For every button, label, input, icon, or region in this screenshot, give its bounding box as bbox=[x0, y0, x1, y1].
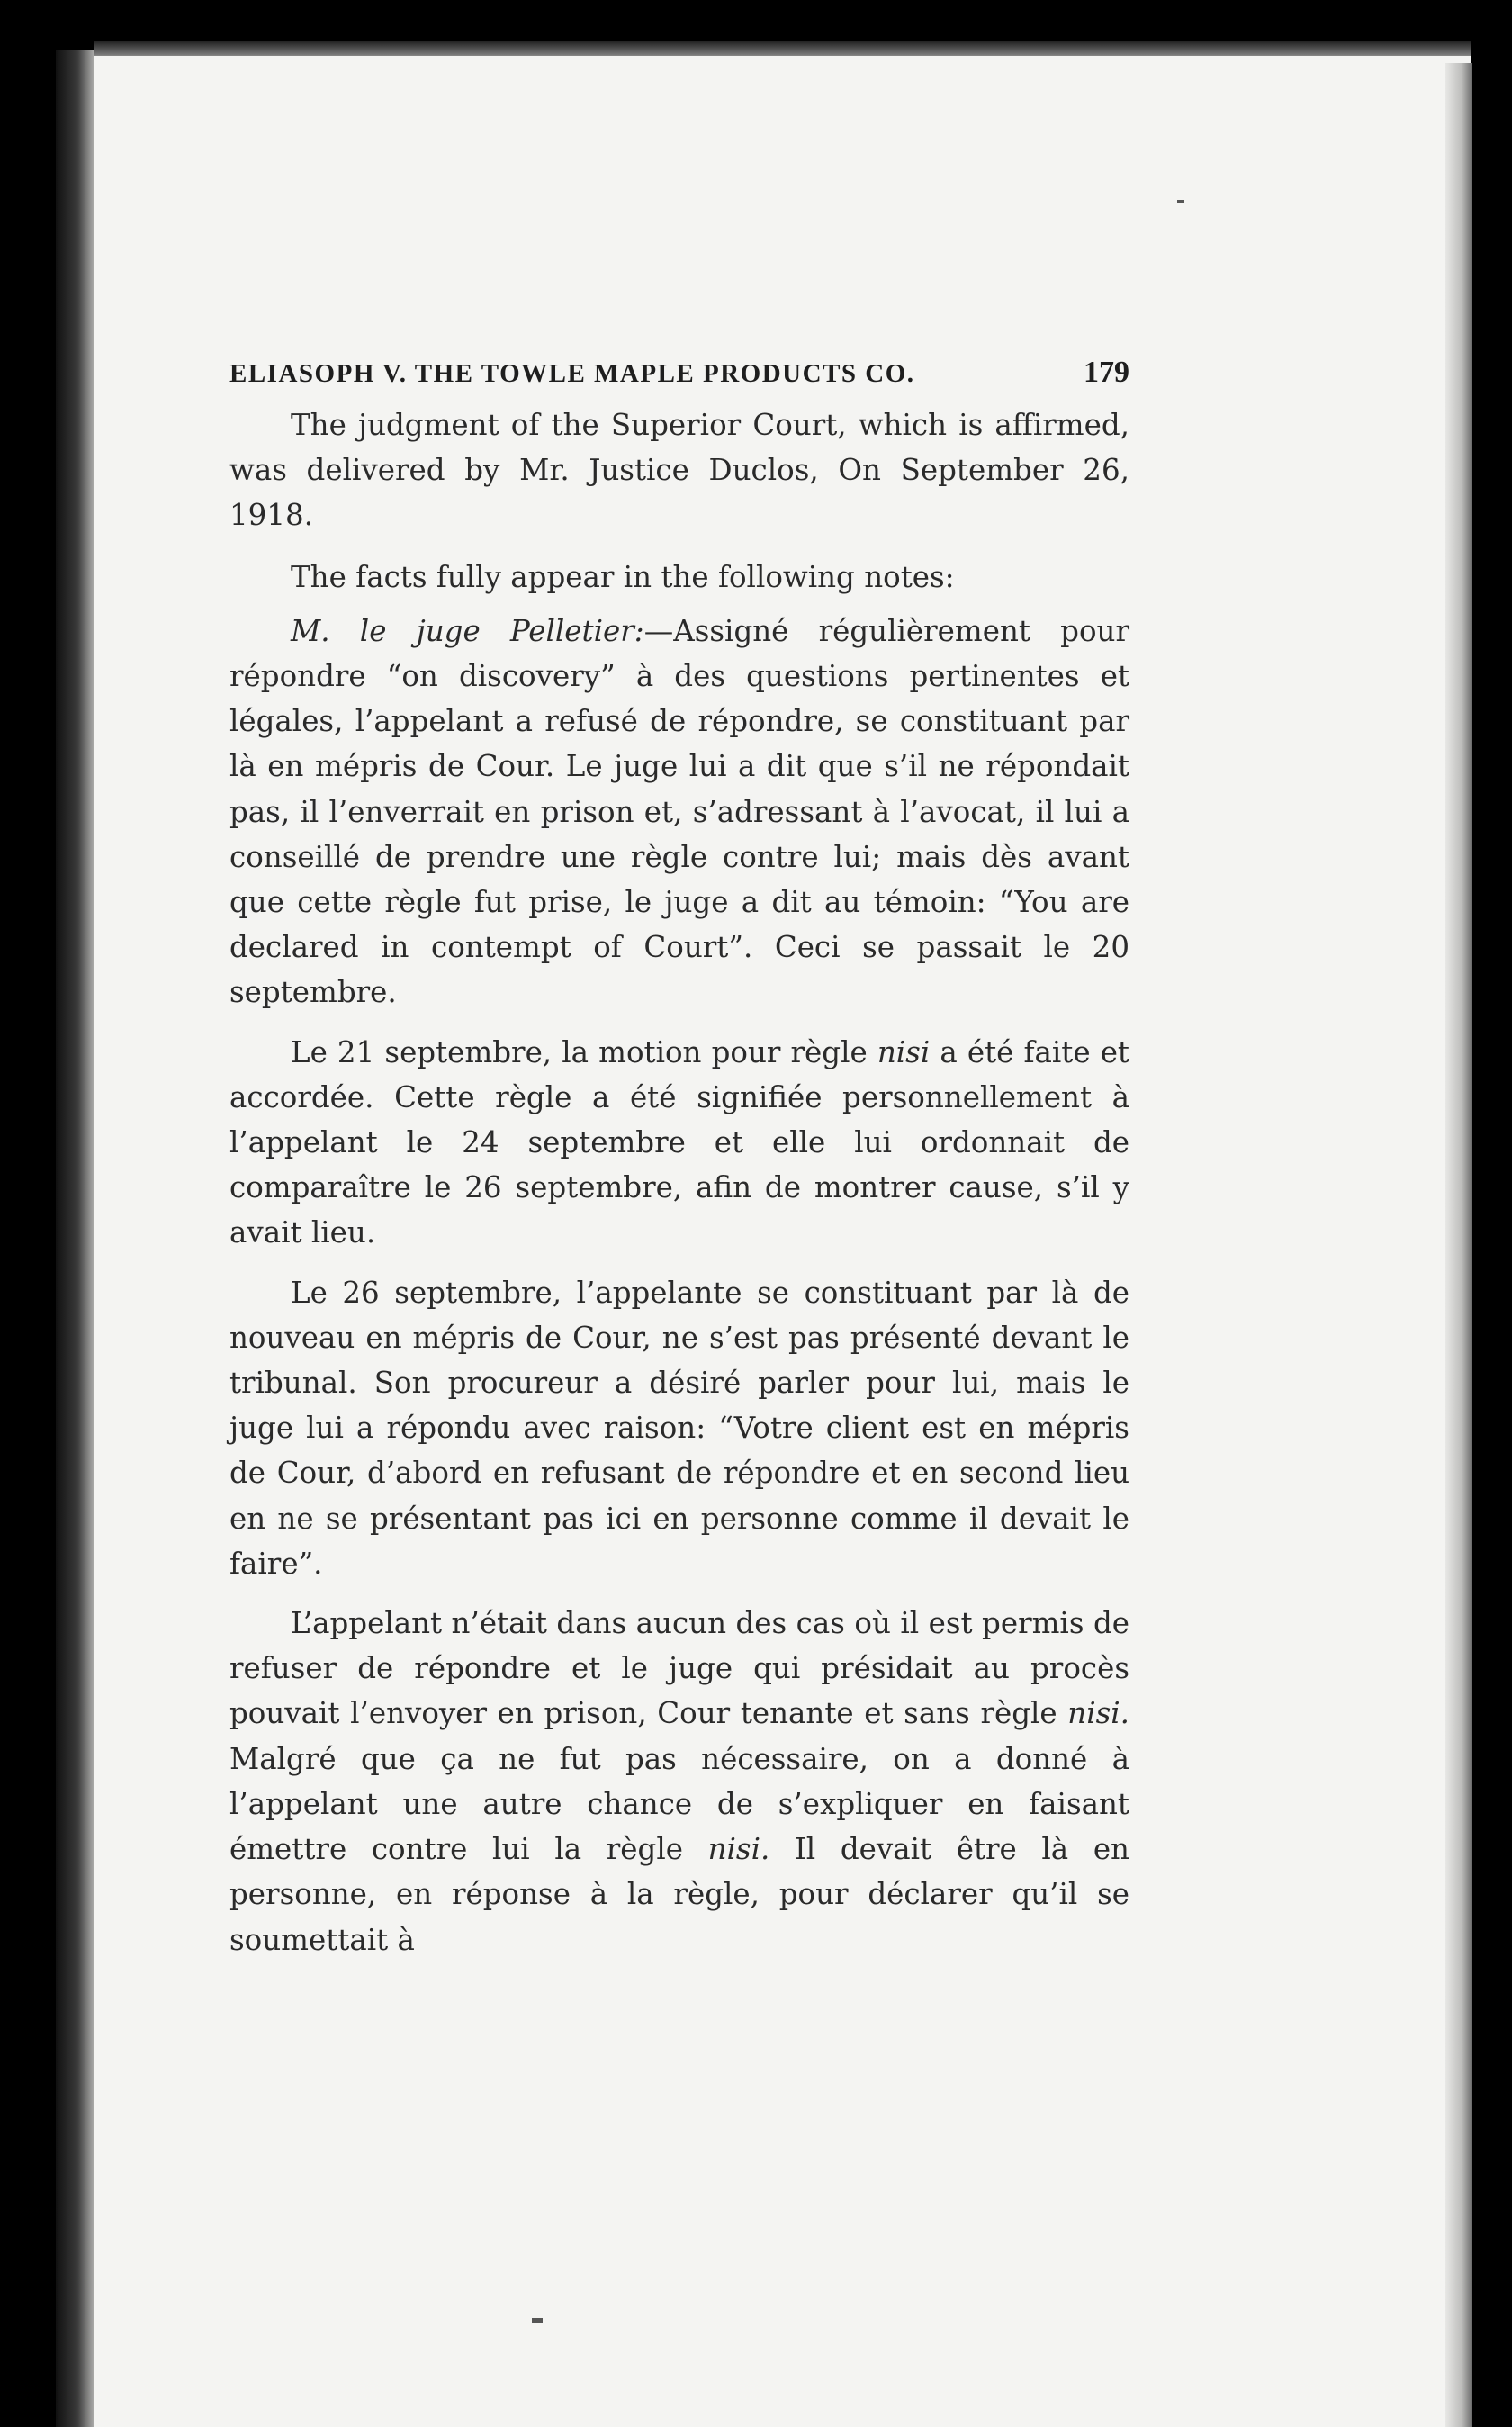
judge-name: M. le juge Pelletier: bbox=[291, 613, 644, 648]
paragraph-motion-text-a: Le 21 septembre, la motion pour règle bbox=[291, 1034, 878, 1069]
paragraph-appellant-text-a: L’appelant n’était dans aucun des cas où il est permis de refuser de répondre et le juge qui présidait au procès pouvait l’envoyer en prison, Cour tenante et sans règle bbox=[230, 1606, 1130, 1731]
paragraph-appellant bbox=[230, 1601, 1130, 1962]
page-number: 179 bbox=[1084, 356, 1130, 389]
paragraph-appellant-text-c: Il devait être là en personne, en réponse à la règle, pour déclarer qu’il se soumettait à bbox=[230, 1832, 1130, 1957]
paragraph-motion bbox=[230, 1030, 1130, 1256]
paragraph-contempt: Le 26 septembre, l’appelante se constituant par là de nouveau en mépris de Cour, ne s’est pas présenté devant le tribunal. Son procureur a désiré parler pour lui, mais le juge lui a répondu avec raison: “Votre client est en mépris de Cour, d’abord en refusant de répondre et en second lieu en ne se présentant pas ici en personne comme il devait le faire”. bbox=[230, 1275, 1130, 1581]
paragraph-judgment: The judgment of the Superior Court, which is affirmed, was delivered by Mr. Justice Duclos, On September 26, 1918. bbox=[230, 408, 1130, 533]
term-nisi-1: nisi. bbox=[1067, 1696, 1130, 1731]
binding-edge bbox=[56, 50, 99, 2427]
scan-speck bbox=[532, 2318, 543, 2323]
term-nisi: nisi bbox=[877, 1034, 931, 1069]
paragraph-pelletier bbox=[230, 609, 1130, 1015]
running-head bbox=[230, 356, 1130, 390]
page-right-edge bbox=[1445, 63, 1472, 2427]
term-nisi-2: nisi. bbox=[707, 1832, 770, 1867]
page-text bbox=[230, 356, 1130, 1977]
paragraph-appellant-text-b: Malgré que ça ne fut pas nécessaire, on a donné à l’appelant une autre chance de s’expliquer en faisant émettre contre lui la règle bbox=[230, 1741, 1130, 1867]
paragraph-facts: The facts fully appear in the following notes: bbox=[291, 559, 955, 594]
paragraph-motion-text-b: a été faite et accordée. Cette règle a été signifiée personnellement à l’appelant le 24 septembre et elle lui ordonnait de comparaître le 26 septembre, afin de montrer cause, s’il y avait lieu. bbox=[230, 1034, 1130, 1250]
scan-speck bbox=[1177, 200, 1184, 203]
running-title: ELIASOPH V. THE TOWLE MAPLE PRODUCTS CO. bbox=[230, 359, 915, 388]
paragraph-pelletier-text: —Assigné régulièrement pour répondre “on discovery” à des questions pertinentes et légales, l’appelant a refusé de répondre, se constituant par là en mépris de Cour. Le juge lui a dit que s’il ne répondait pas, il l’enverrait en prison et, s’adressant à l’avocat, il lui a conseillé de prendre une règle contre lui; mais dès avant que cette règle fut prise, le juge a dit au témoin: “You are declared in contempt of Court”. Ceci se passait le 20 septembre. bbox=[230, 613, 1130, 1010]
